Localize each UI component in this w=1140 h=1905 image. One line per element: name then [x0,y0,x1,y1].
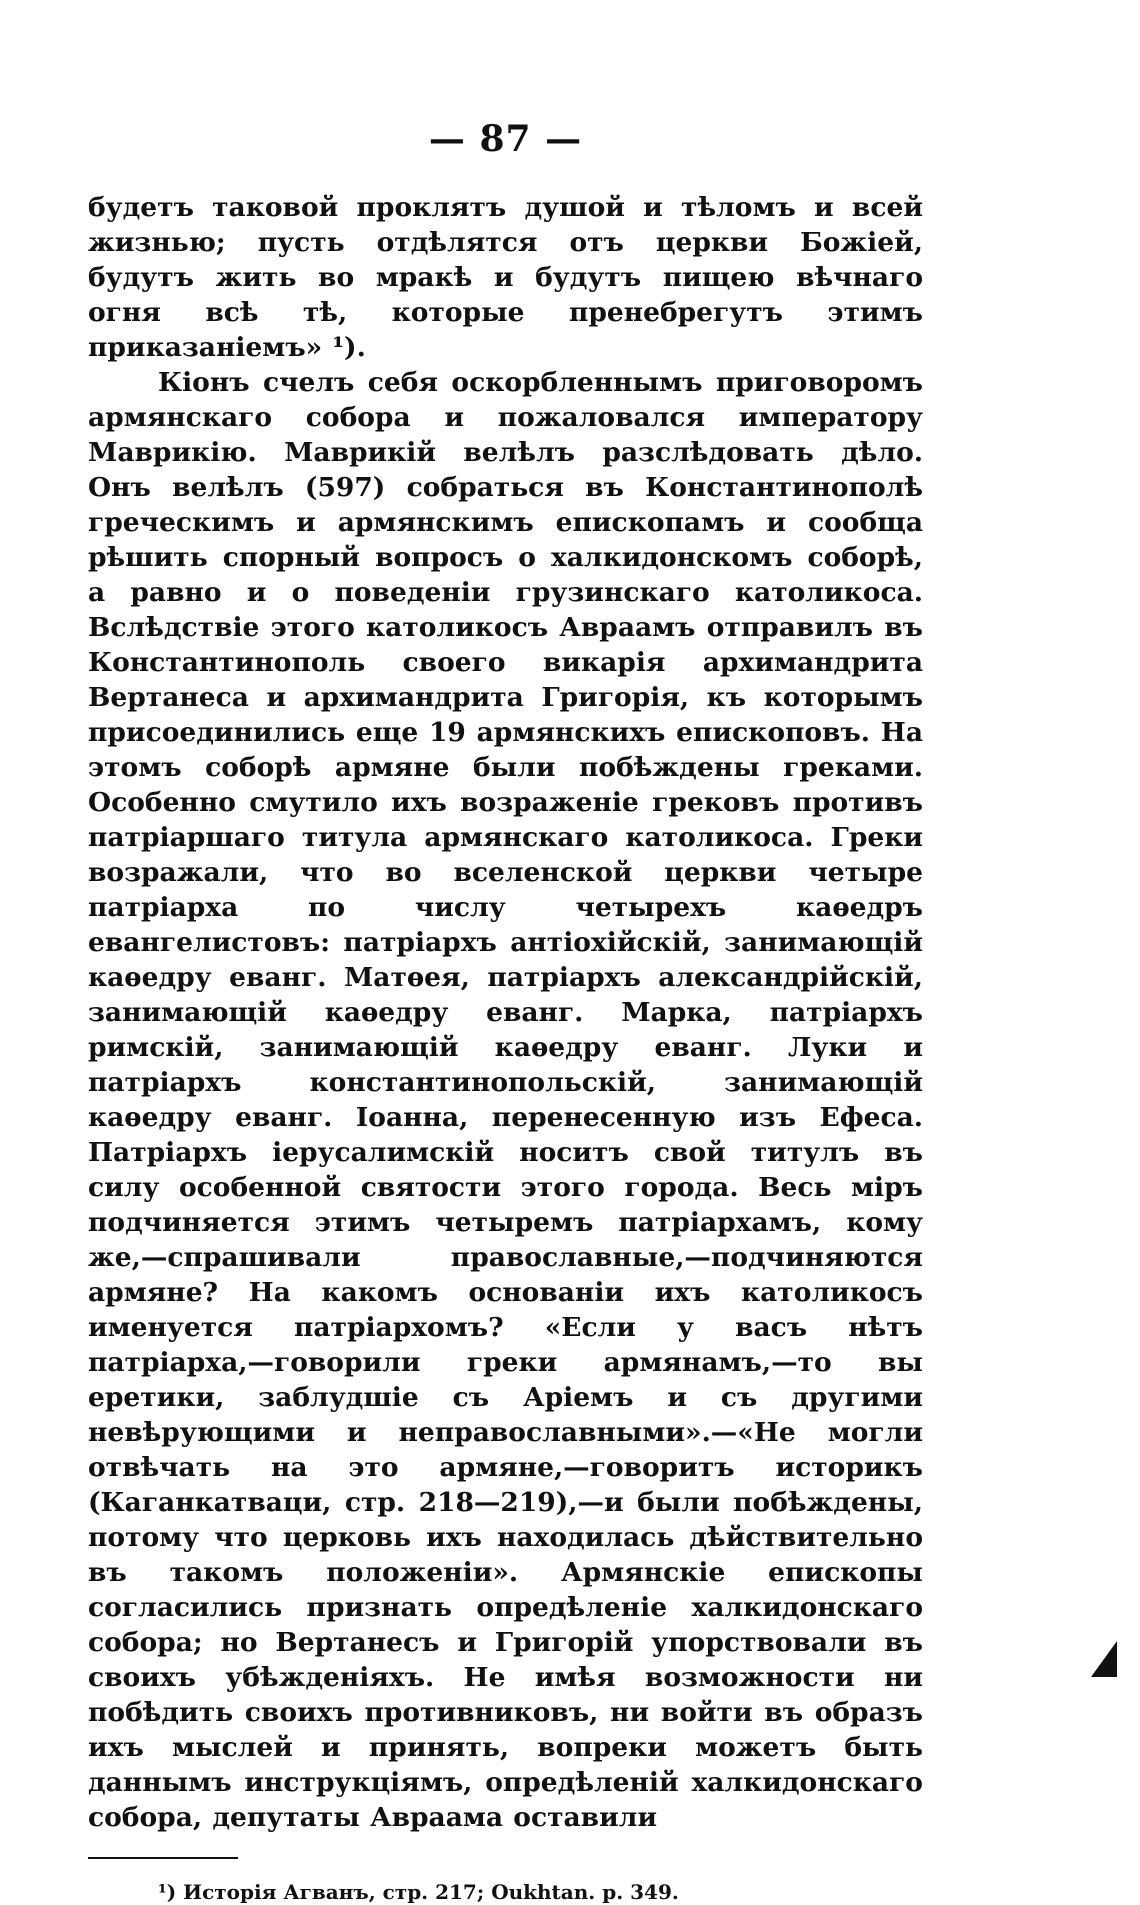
paragraph-main: Кіонъ счелъ себя оскорбленнымъ приговоромъ армянскаго собора и пожаловался императору Маврикію. Маврикій велѣлъ разслѣдовать дѣло. Онъ велѣлъ (597) собраться въ Константинополѣ греческимъ и армянскимъ епископамъ и сообща рѣшить спорный вопросъ о халкидонскомъ соборѣ, а равно и о поведеніи грузинскаго католикоса. Вслѣдствіе этого католикосъ Авраамъ отправилъ въ Константинополь своего викарія архимандрита Вертанеса и архимандрита Григорія, къ которымъ присоединились еще 19 армянскихъ епископовъ. На этомъ соборѣ армяне были побѣждены греками. Особенно смутило ихъ возраженіе грековъ противъ патріаршаго титула армянскаго католикоса. Греки возражали, что во вселенской церкви четыре патріарха по числу четырехъ каѳедръ евангелистовъ: патріархъ антіохійскій, занимающій каѳедру еванг. Матѳея, патріархъ александрійскій, занимающій каѳедру еванг. Марка, патріархъ римскій, занимающій каѳедру еванг. Луки и патріархъ константинопольскій, занимающій каѳедру еванг. Іоанна, перенесенную изъ Ефеса. Патріархъ іерусалимскій носитъ свой титулъ въ силу особенной святости этого города. Весь міръ подчиняется этимъ четыремъ патріархамъ, кому же,—спрашивали православные,—подчиняются армяне? На какомъ основаніи ихъ католикосъ именуется патріархомъ? «Если у васъ нѣтъ патріарха,—говорили греки армянамъ,—то вы еретики, заблудшіе съ Аріемъ и съ другими невѣрующими и неправославными».—«Не могли отвѣчать на это армяне,—говоритъ историкъ (Каганкатваци, стр. 218—219),—и были побѣждены, потому что церковь ихъ находилась дѣйствительно въ такомъ положеніи». Армянскіе епископы согласились признать опредѣленіе халкидонскаго собора; но Вертанесъ и Григорій упорствовали въ своихъ убѣжденіяхъ. Не имѣя возможности ни побѣдить своихъ противниковъ, ни войти въ образъ ихъ мыслей и принять, вопреки можетъ быть даннымъ инструкціямъ, опредѣленій халкидонскаго собора, депутаты Авраама оставили [88,367,923,1833]
document-page [88,118,923,1905]
scan-corner-mark [1091,1641,1117,1677]
paragraph-continuation: будетъ таковой проклятъ душой и тѣломъ и всей жизнью; пусть отдѣлятся отъ церкви Божіей, будутъ жить во мракѣ и будутъ пищею вѣчнаго огня всѣ тѣ, которые пренебрегутъ этимъ приказаніемъ» ¹). [88,192,923,363]
footnote: ¹) Исторія Агванъ, стр. 217; Oukhtan. p. 349. [158,1880,679,1904]
page-number: — 87 — [428,118,583,160]
footnote-separator [88,1857,238,1859]
